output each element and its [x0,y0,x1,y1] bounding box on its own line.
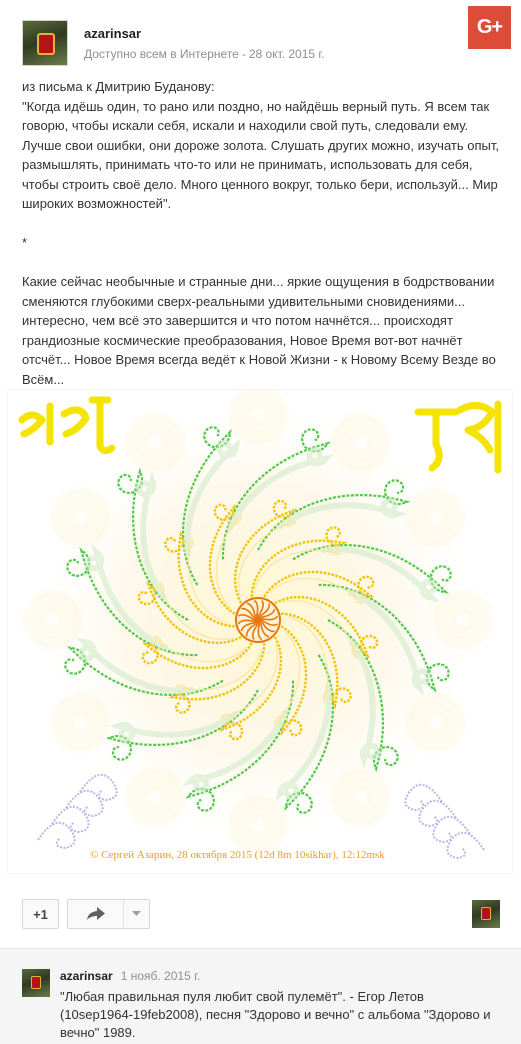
tibetan-glyph-left [22,400,112,451]
post-meta [84,47,325,61]
google-plus-logo[interactable]: G+ [468,6,511,49]
comments-section [0,948,521,1044]
plus-one-button[interactable]: +1 [22,899,59,929]
lavender-corner-swirl [433,817,470,842]
avatar-emblem [37,33,55,55]
image-caption: © Сергей Азарин, 28 октября 2015 (12d 8m 10sikhar), 12:12msk [90,849,385,861]
post-date[interactable]: 28 окт. 2015 г. [248,47,325,61]
author-avatar[interactable] [22,20,68,66]
lavender-corner-swirl [66,791,103,816]
post-text [22,77,500,389]
post-paragraph: * [22,235,28,250]
post-paragraph: "Когда идёшь один, то рано или поздно, но найдёшь верный путь. Я всем так говорю, чтобы искали себя, искали и находили свой путь, следовали ему. Лучше свои ошибки, они дороже золота. Слушать других можно, изучать опыт, размышлять, принимать что-то или не принимать, использовать для себя, чтобы строить своё дело. Много ценного вокруг, только бери, используй... Мир широких возможностей". [22,98,499,211]
meta-separator: - [241,47,246,61]
visibility-label: Доступно всем в Интернете [84,47,239,61]
comment-date[interactable]: 1 нояб. 2015 г. [120,969,201,983]
lavender-corner-swirl [419,801,456,826]
comment-author[interactable]: azarinsar [60,969,113,983]
share-button[interactable] [68,900,124,928]
comment-text: "Любая правильная пуля любит свой пулемёт". - Егор Летов (10sep1964-19feb2008), песня "Здорово и вечно" с альбома "Здорово и вечно" 1989. [60,989,491,1040]
chevron-down-icon [132,911,141,917]
post-paragraph: Какие сейчас необычные и странные дни... яркие ощущения в бодрствовании сменяются глубокими сверх-реальными удивительными сновидениями... интересно, чем всё это завершится и что потом начнётся... происходят грандиозные космические преобразования, Новое Время вот-вот начнёт отсчёт... Новое Время всегда ведёт к Новой Жизни - к Новому Всему Везде во Всём... [22,274,496,387]
author-name[interactable]: azarinsar [84,26,142,41]
share-arrow-icon [87,907,105,921]
comment-header [60,969,200,983]
mandala-artwork [8,390,513,874]
action-bar [22,898,500,930]
share-dropdown-button[interactable] [124,900,149,928]
avatar-emblem [31,976,41,989]
avatar-emblem [481,907,491,920]
share-button-group [67,899,150,929]
mandala-center [236,598,280,642]
post-paragraph: из письма к Дмитрию Буданову: [22,79,215,94]
center-dot [254,616,262,624]
post-header-text [84,26,325,61]
tibetan-glyph-right [418,404,498,470]
post-header [22,20,325,66]
plusoner-avatar[interactable] [472,900,500,928]
lavender-corner-swirl [447,833,484,858]
lavender-corner-swirl [38,823,75,848]
lavender-corner-swirl [52,807,89,832]
post-image[interactable] [7,389,513,874]
comment-avatar[interactable] [22,969,50,997]
